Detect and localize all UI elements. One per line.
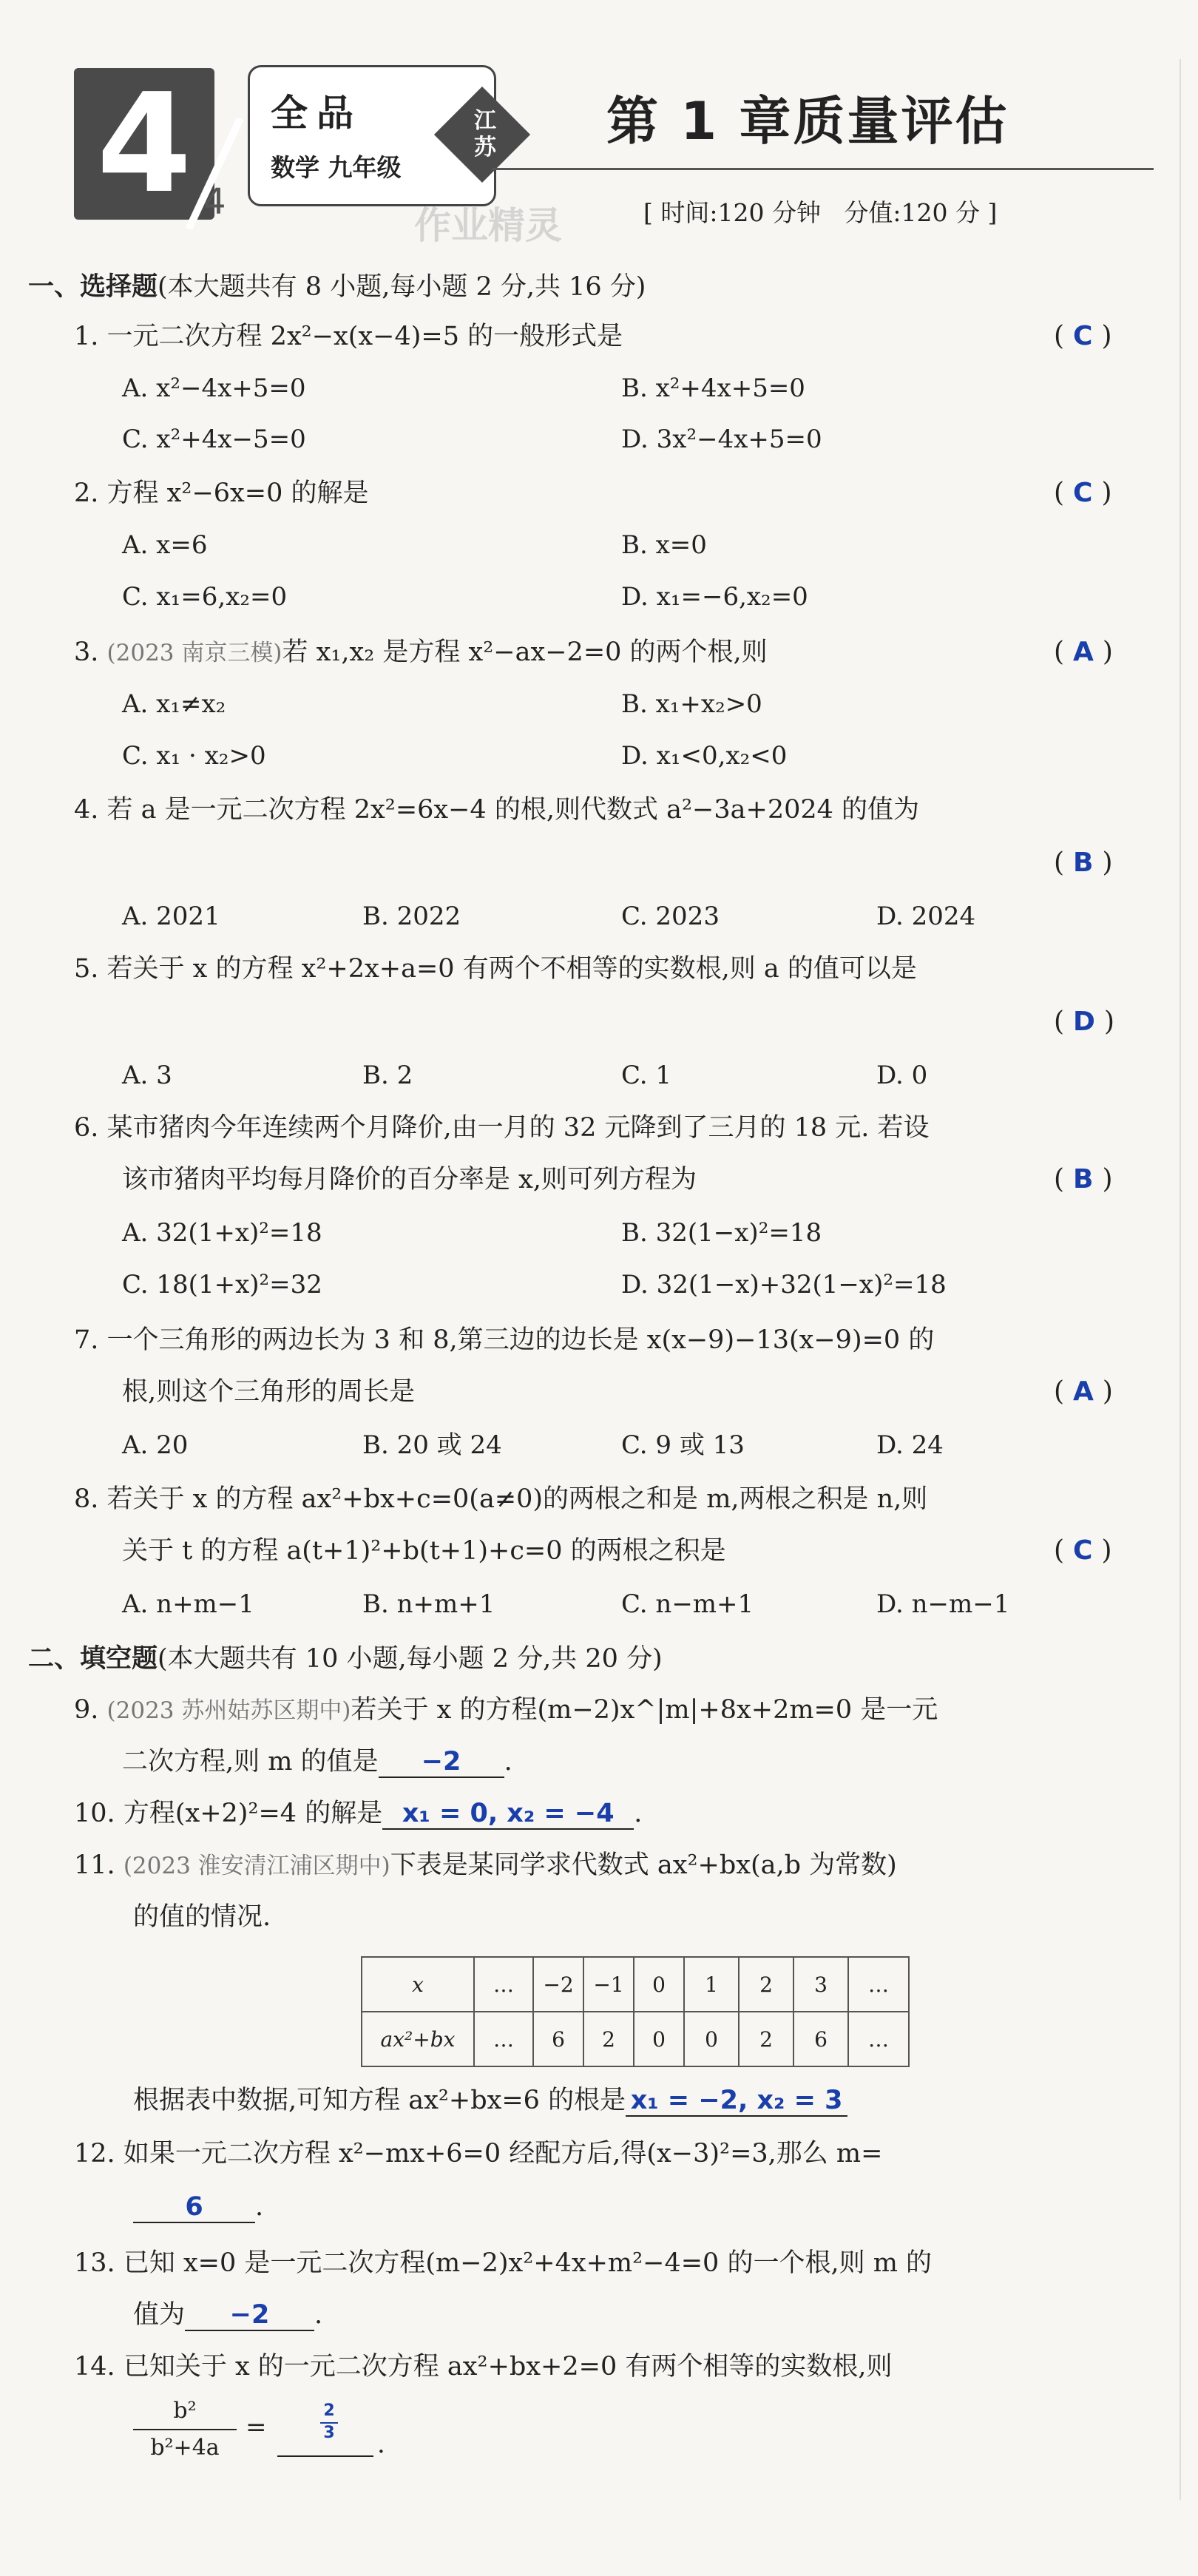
- question-number: 3.: [74, 638, 99, 667]
- answer-blank: −2: [185, 2300, 314, 2331]
- option-b: B. 2: [362, 1061, 413, 1090]
- question-text: 若关于 x 的方程 x²+2x+a=0 有两个不相等的实数根,则 a 的值可以是: [106, 954, 917, 984]
- equals-sign: =: [246, 2413, 267, 2442]
- question-source: (2023 苏州姑苏区期中): [106, 1697, 351, 1724]
- question-number: 9.: [74, 1695, 99, 1725]
- question-text: 方程 x²−6x=0 的解是: [106, 479, 369, 508]
- fraction-bar: [133, 2429, 237, 2430]
- question-number: 12.: [74, 2139, 115, 2168]
- punctuation: .: [255, 2192, 264, 2222]
- table-cell: 2: [583, 2012, 634, 2066]
- option-a: A. 32(1+x)²=18: [122, 1218, 322, 1248]
- question-number: 11.: [74, 1850, 115, 1880]
- blank-denominator: 3: [323, 2424, 335, 2442]
- question-text: 若 x₁,x₂ 是方程 x²−ax−2=0 的两个根,则: [282, 638, 768, 667]
- option-d: D. n−m−1: [876, 1589, 1010, 1619]
- values-table: [361, 1956, 910, 2067]
- question-9: [74, 1694, 938, 1727]
- option-c: C. x₁ · x₂>0: [122, 741, 266, 771]
- question-11-root: [133, 2084, 847, 2117]
- option-a: A. x=6: [122, 530, 208, 560]
- option-c: C. x₁=6,x₂=0: [122, 582, 288, 612]
- question-5: [74, 953, 917, 985]
- question-8: [74, 1483, 927, 1515]
- exam-meta: [ 时间:120 分钟 分值:120 分 ]: [643, 198, 998, 227]
- table-row: [362, 1957, 909, 2012]
- question-number: 6.: [74, 1113, 99, 1143]
- chapter-number-small: 4: [203, 181, 226, 223]
- fraction-denominator: b²+4a: [150, 2435, 220, 2461]
- question-7: [74, 1324, 934, 1356]
- answer-7: ( A ): [1054, 1376, 1113, 1407]
- question-number: 2.: [74, 479, 99, 508]
- question-number: 8.: [74, 1484, 99, 1514]
- answer-blank: x₁ = −2, x₂ = 3: [626, 2086, 847, 2117]
- region-label: 江苏: [474, 108, 496, 160]
- table-cell: 2: [739, 2012, 793, 2066]
- table-cell: …: [848, 1957, 909, 2012]
- answer-2: ( C ): [1054, 478, 1112, 508]
- table-cell: 1: [684, 1957, 739, 2012]
- answer-value: C: [1073, 321, 1093, 351]
- question-text: 若关于 x 的方程 ax²+bx+c=0(a≠0)的两根之和是 m,两根之积是 n,则: [106, 1484, 928, 1514]
- table-cell: ax²+bx: [362, 2012, 474, 2066]
- question-14: [74, 2350, 892, 2383]
- question-2: [74, 477, 369, 510]
- answer-3: ( A ): [1054, 637, 1113, 667]
- option-c: C. x²+4x−5=0: [122, 425, 306, 454]
- table-cell: 0: [684, 2012, 739, 2066]
- option-d: D. 32(1−x)+32(1−x)²=18: [621, 1270, 947, 1299]
- answer-blank: −2: [379, 1747, 504, 1778]
- question-source: (2023 南京三模): [106, 640, 282, 666]
- question-text: 已知关于 x 的一元二次方程 ax²+bx+2=0 有两个相等的实数根,则: [123, 2352, 893, 2381]
- margin-line: [1180, 59, 1181, 2500]
- chapter-number: 4: [96, 64, 192, 223]
- question-text: 某市猪肉今年连续两个月降价,由一月的 32 元降到了三月的 18 元. 若设: [106, 1113, 930, 1143]
- question-7-cont: 根,则这个三角形的周长是: [122, 1377, 416, 1407]
- question-13: [74, 2247, 932, 2279]
- option-a: A. n+m−1: [122, 1589, 254, 1619]
- table-cell: …: [474, 2012, 533, 2066]
- question-1: [74, 320, 623, 353]
- question-12: [74, 2137, 882, 2170]
- table-cell: 0: [634, 1957, 684, 2012]
- answer-value: C: [1073, 1535, 1093, 1566]
- question-12-cont: [133, 2191, 263, 2223]
- punctuation: .: [504, 1747, 512, 1777]
- title-rule: [492, 168, 1154, 170]
- option-b: B. 2022: [362, 902, 461, 931]
- question-number: 10.: [74, 1799, 115, 1828]
- question-3: [74, 636, 768, 669]
- option-c: C. 1: [621, 1061, 672, 1090]
- section-title: 二、填空题: [28, 1644, 158, 1674]
- watermark: 作业精灵: [414, 204, 562, 247]
- section-title: 一、选择题: [28, 272, 158, 302]
- question-text: 若 a 是一元二次方程 2x²=6x−4 的根,则代数式 a²−3a+2024 的值为: [106, 795, 920, 825]
- answer-5: ( D ): [1054, 1007, 1114, 1037]
- question-number: 14.: [74, 2352, 115, 2381]
- answer-value: B: [1073, 848, 1094, 878]
- question-4: [74, 794, 919, 826]
- question-text: 二次方程,则 m 的值是: [122, 1747, 379, 1777]
- option-c: C. 9 或 13: [621, 1430, 745, 1460]
- question-6-cont: 该市猪肉平均每月降价的百分率是 x,则可列方程为: [122, 1165, 697, 1194]
- question-6: [74, 1112, 930, 1144]
- question-text: 根据表中数据,可知方程 ax²+bx=6 的根是: [133, 2086, 626, 2115]
- option-c: C. 2023: [621, 902, 720, 931]
- table-cell: 6: [793, 2012, 848, 2066]
- question-number: 1.: [74, 322, 99, 351]
- option-d: D. 0: [876, 1061, 928, 1090]
- question-number: 7.: [74, 1325, 99, 1355]
- answer-blank-fraction: [277, 2396, 373, 2457]
- question-text: 已知 x=0 是一元二次方程(m−2)x²+4x+m²−4=0 的一个根,则 m 的: [123, 2248, 933, 2278]
- answer-value: C: [1073, 478, 1093, 508]
- option-d: D. 3x²−4x+5=0: [621, 425, 822, 454]
- option-b: B. 32(1−x)²=18: [621, 1218, 822, 1248]
- question-text: 一元二次方程 2x²−x(x−4)=5 的一般形式是: [106, 322, 623, 351]
- punctuation: .: [634, 1799, 643, 1828]
- option-d: D. x₁<0,x₂<0: [621, 741, 788, 771]
- brand-box: [248, 65, 496, 206]
- answer-6: ( B ): [1054, 1164, 1113, 1194]
- answer-value: A: [1073, 1376, 1094, 1407]
- question-11-cont: 的值的情况.: [133, 1902, 271, 1932]
- option-a: A. 3: [122, 1061, 172, 1090]
- table-cell: …: [848, 2012, 909, 2066]
- option-a: A. x²−4x+5=0: [122, 373, 306, 403]
- option-a: A. 20: [122, 1430, 189, 1460]
- page-title: 第 1 章质量评估: [606, 91, 1009, 152]
- section-choice-heading: [28, 266, 646, 303]
- table-cell: …: [474, 1957, 533, 2012]
- question-11: [74, 1849, 897, 1882]
- answer-blank: x₁ = 0, x₂ = −4: [382, 1799, 634, 1830]
- answer-value: D: [1073, 1007, 1095, 1037]
- option-b: B. x=0: [621, 530, 707, 560]
- option-d: D. x₁=−6,x₂=0: [621, 582, 808, 612]
- option-b: B. x₁+x₂>0: [621, 689, 762, 719]
- option-b: B. x²+4x+5=0: [621, 373, 805, 403]
- question-text: 方程(x+2)²=4 的解是: [123, 1799, 383, 1828]
- table-cell: −2: [533, 1957, 583, 2012]
- table-cell: 3: [793, 1957, 848, 2012]
- option-a: A. 2021: [122, 902, 220, 931]
- question-text: 值为: [133, 2300, 186, 2330]
- answer-value: B: [1073, 1164, 1094, 1194]
- table-cell: −1: [583, 1957, 634, 2012]
- punctuation: .: [314, 2300, 323, 2330]
- table-row: [362, 2012, 909, 2066]
- section-note: (本大题共有 10 小题,每小题 2 分,共 20 分): [158, 1644, 663, 1674]
- question-number: 13.: [74, 2248, 115, 2278]
- punctuation: .: [377, 2430, 385, 2459]
- brand-name: 全品: [271, 92, 362, 135]
- question-13-cont: [133, 2299, 322, 2331]
- question-8-cont: 关于 t 的方程 a(t+1)²+b(t+1)+c=0 的两根之积是: [122, 1536, 726, 1566]
- option-c: C. 18(1+x)²=32: [122, 1270, 322, 1299]
- option-c: C. n−m+1: [621, 1589, 754, 1619]
- answer-8: ( C ): [1054, 1535, 1112, 1566]
- option-b: B. n+m+1: [362, 1589, 495, 1619]
- answer-value: A: [1073, 637, 1094, 667]
- blank-numerator: 2: [323, 2401, 335, 2420]
- option-a: A. x₁≠x₂: [122, 689, 226, 719]
- question-text: 如果一元二次方程 x²−mx+6=0 经配方后,得(x−3)²=3,那么 m=: [123, 2139, 883, 2168]
- section-note: (本大题共有 8 小题,每小题 2 分,共 16 分): [158, 272, 646, 302]
- question-text: 若关于 x 的方程(m−2)x^|m|+8x+2m=0 是一元: [351, 1695, 938, 1725]
- table-cell: x: [362, 1957, 474, 2012]
- fraction-numerator: b²: [173, 2398, 197, 2424]
- question-source: (2023 淮安清江浦区期中): [123, 1853, 390, 1879]
- option-d: D. 24: [876, 1430, 944, 1460]
- table-cell: 6: [533, 2012, 583, 2066]
- table-cell: 0: [634, 2012, 684, 2066]
- option-b: B. 20 或 24: [362, 1430, 502, 1460]
- answer-blank: 6: [133, 2192, 255, 2223]
- question-number: 5.: [74, 954, 99, 984]
- question-number: 4.: [74, 795, 99, 825]
- section-fill-heading: [28, 1638, 663, 1675]
- answer-1: ( C ): [1054, 321, 1112, 351]
- question-9-cont: [122, 1745, 512, 1778]
- question-10: [74, 1797, 642, 1830]
- answer-4: ( B ): [1054, 848, 1113, 878]
- option-d: D. 2024: [876, 902, 976, 931]
- table-cell: 2: [739, 1957, 793, 2012]
- question-text: 下表是某同学求代数式 ax²+bx(a,b 为常数): [390, 1850, 897, 1880]
- question-text: 一个三角形的两边长为 3 和 8,第三边的边长是 x(x−9)−13(x−9)=0 的: [106, 1325, 935, 1355]
- subject-label: 数学 九年级: [271, 153, 402, 182]
